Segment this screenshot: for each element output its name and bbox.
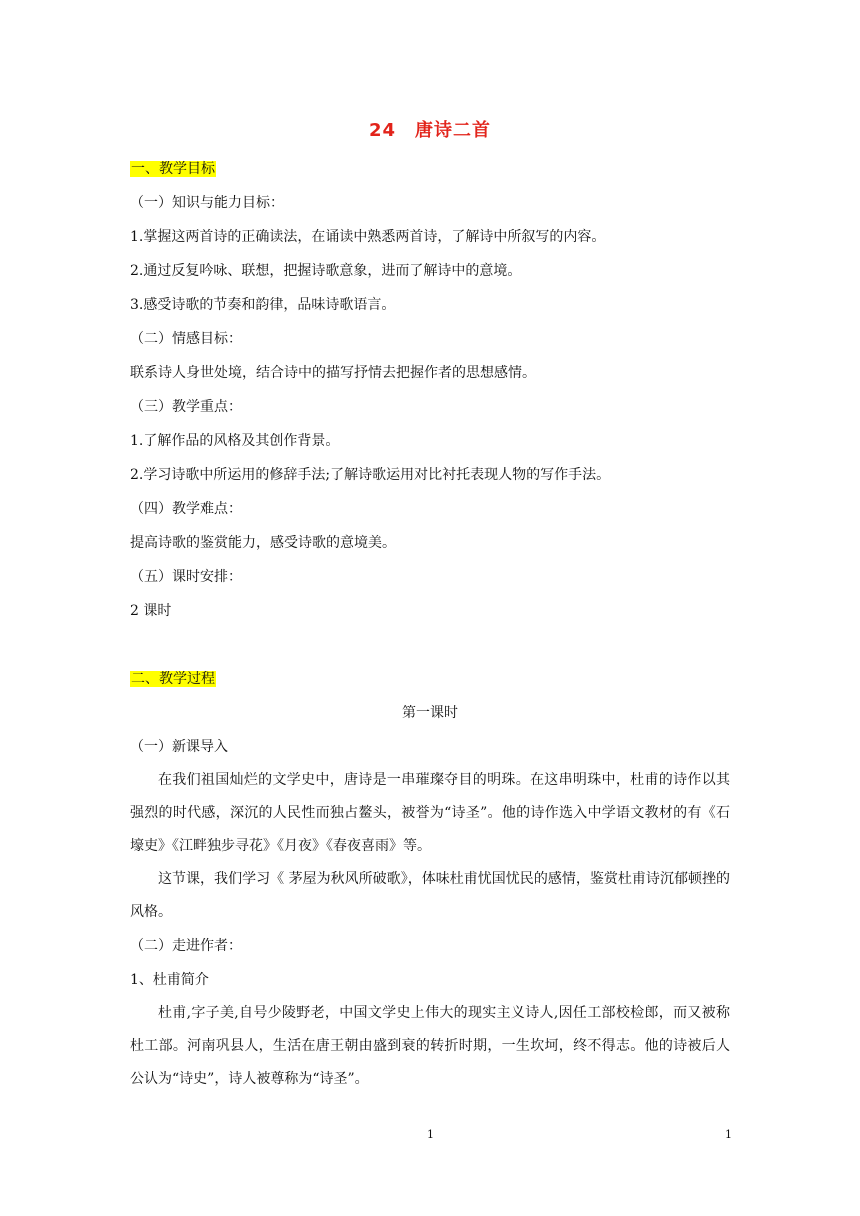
difficulty-text: 提高诗歌的鉴赏能力，感受诗歌的意境美。 bbox=[130, 535, 396, 551]
author-heading: （二）走进作者： bbox=[130, 938, 242, 954]
subheading-emotion: （二）情感目标： bbox=[130, 331, 242, 347]
subheading-difficulty: （四）教学难点： bbox=[130, 501, 242, 517]
intro-paragraph: 这节课，我们学习《 茅屋为秋风所破歌》，体味杜甫忧国忧民的感情，鉴赏杜甫诗沉郁顿挫的风格。 bbox=[130, 871, 730, 920]
document-body bbox=[130, 152, 730, 1096]
page-number-center: 1 bbox=[427, 1128, 434, 1141]
author-subheading: 1、杜甫简介 bbox=[130, 972, 209, 988]
emotion-text: 联系诗人身世处境，结合诗中的描写抒情去把握作者的思想感情。 bbox=[130, 365, 536, 381]
period-heading: 第一课时 bbox=[402, 705, 458, 721]
page-number-right: 1 bbox=[725, 1128, 732, 1141]
hours-text: 2 课时 bbox=[130, 603, 172, 619]
section-heading-objectives: 一、教学目标 bbox=[131, 161, 215, 177]
subheading-schedule: （五）课时安排： bbox=[130, 569, 242, 585]
intro-heading: （一）新课导入 bbox=[130, 739, 228, 755]
subheading-focus: （三）教学重点： bbox=[130, 399, 242, 415]
goal-item: 2.通过反复吟咏、联想，把握诗歌意象，进而了解诗中的意境。 bbox=[130, 263, 522, 279]
goal-item: 1.掌握这两首诗的正确读法，在诵读中熟悉两首诗，了解诗中所叙写的内容。 bbox=[130, 229, 606, 245]
document-title: 24 唐诗二首 bbox=[368, 120, 492, 141]
focus-item: 2.学习诗歌中所运用的修辞手法;了解诗歌运用对比衬托表现人物的写作手法。 bbox=[130, 467, 611, 483]
focus-item: 1.了解作品的风格及其创作背景。 bbox=[130, 433, 340, 449]
subheading-knowledge: （一）知识与能力目标： bbox=[130, 195, 284, 211]
goal-item: 3.感受诗歌的节奏和韵律，品味诗歌语言。 bbox=[130, 297, 396, 313]
author-paragraph: 杜甫,字子美,自号少陵野老，中国文学史上伟大的现实主义诗人,因任工部校检郎，而又被称杜工部。河南巩县人，生活在唐王朝由盛到衰的转折时期，一生坎坷，终不得志。他的诗被后人公认为“诗史”，诗人被尊称为“诗圣”。 bbox=[130, 1005, 730, 1087]
section-heading-process: 二、教学过程 bbox=[131, 671, 215, 687]
intro-paragraph: 在我们祖国灿烂的文学史中，唐诗是一串璀璨夺目的明珠。在这串明珠中，杜甫的诗作以其强烈的时代感，深沉的人民性而独占鳌头，被誉为“诗圣”。他的诗作选入中学语文教材的有《石壕吏》《江畔独步寻花》《月夜》《春夜喜雨》等。 bbox=[130, 772, 730, 854]
